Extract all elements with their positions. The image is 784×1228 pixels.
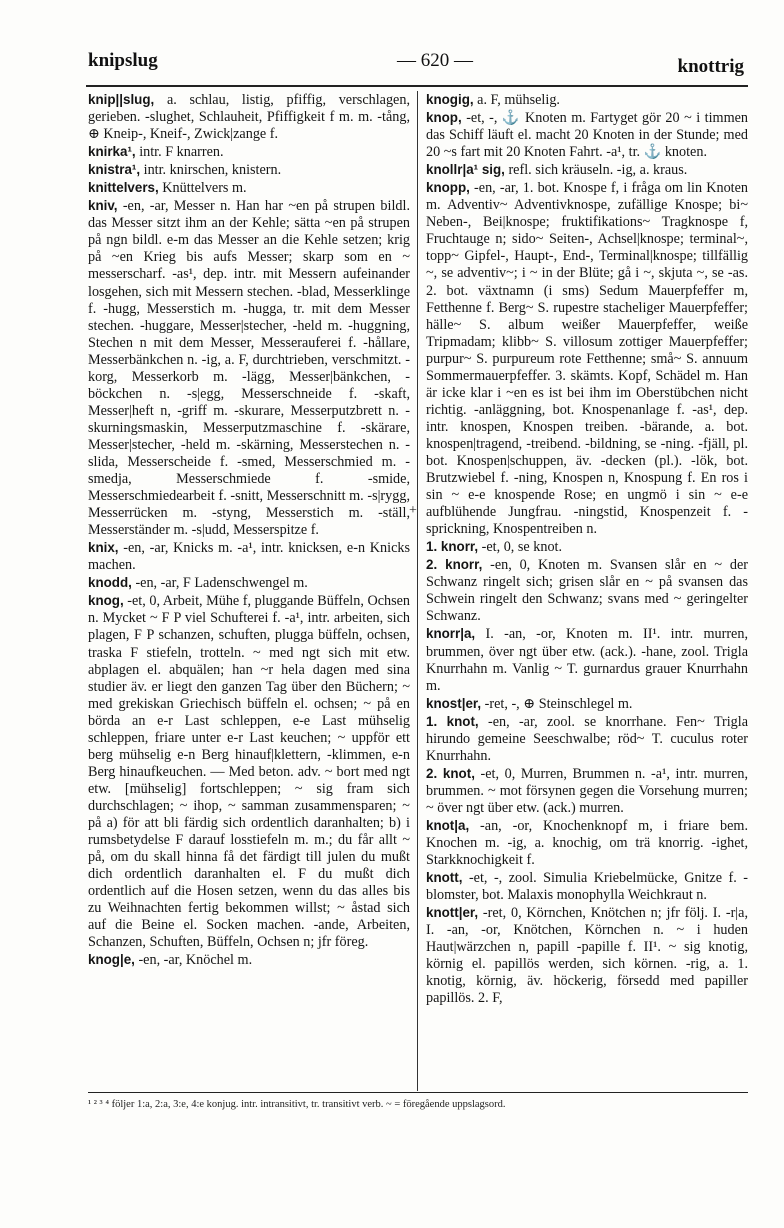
entry-headword: knott, — [426, 870, 463, 886]
entry-definition: -et, -, ⚓ Knoten m. Fartyget gör 20 ~ i timmen das Schiff läuft el. macht 20 Knoten in der Stunde; med 20 ~s fart mit 20 Knoten Fahrt. -a¹, tr. ⚓ knoten. — [426, 110, 748, 161]
right-column — [426, 91, 748, 1007]
entry-definition: -an, -or, Knochenknopf m, i friare bem. Knochen m. -ig, a. knochig, om trä knorrig. -ighet, Starkknochigkeit f. — [426, 817, 748, 869]
dictionary-entry — [88, 574, 410, 592]
entry-definition: intr. knirschen, knistern. — [140, 162, 282, 179]
dictionary-entry — [88, 951, 410, 969]
entry-headword: knop, — [426, 110, 462, 126]
dictionary-entry — [426, 713, 748, 765]
entry-headword: knistra¹, — [88, 162, 141, 178]
column-divider — [417, 91, 418, 1091]
dictionary-entry — [88, 592, 410, 951]
entry-definition: -en, -ar, zool. se knorrhane. Fen~ Trigla hirundo gemeine Seeschwalbe; röd~ T. cuculus roter Knurrhahn. — [426, 713, 749, 764]
left-column — [88, 91, 410, 969]
entry-definition: refl. sich kräuseln. -ig, a. kraus. — [504, 162, 688, 179]
dictionary-entry — [88, 143, 410, 161]
entry-definition: -et, 0, se knot. — [478, 539, 563, 556]
entry-headword: 2. knorr, — [426, 557, 483, 573]
dictionary-entry — [426, 817, 748, 869]
entry-headword: knopp, — [426, 180, 470, 196]
page-header — [88, 50, 744, 82]
entry-headword: knix, — [88, 540, 119, 556]
entry-headword: knodd, — [88, 575, 132, 591]
page-number: — 620 — — [397, 50, 473, 71]
dictionary-entry — [426, 625, 748, 694]
dictionary-entry — [88, 197, 410, 539]
entry-definition: -ret, -, ⊕ Steinschlegel m. — [481, 695, 633, 712]
entry-definition: -en, -ar, Knicks m. -a¹, intr. knicksen, e-n Knicks machen. — [88, 540, 410, 574]
dictionary-entry — [88, 179, 410, 197]
entry-definition: -en, -ar, F Ladenschwengel m. — [131, 575, 308, 592]
dictionary-entry — [426, 109, 748, 161]
entry-headword: 1. knot, — [426, 713, 479, 729]
entry-definition: Knüttelvers m. — [158, 180, 247, 197]
dictionary-entry — [426, 161, 748, 179]
entry-definition: -ret, 0, Körnchen, Knötchen n; jfr följ. I. -r|a, I. -an, -or, Knötchen, Körnchen n. ~ i huden Haut|wärzchen n, papill -papille f. II¹. ~ sig knotig, körnig el. papillös werden, sich körnen. -rig, a. 1. knotig, körnig, äv. höckerig, försedd med papiller papillös. 2. F, — [426, 905, 748, 1007]
entry-headword: knog|e, — [88, 952, 135, 968]
entry-headword: knog, — [88, 593, 124, 609]
entry-headword: knirka¹, — [88, 144, 136, 160]
entry-headword: knott|er, — [426, 905, 479, 921]
margin-mark: + — [409, 503, 417, 518]
entry-headword: knot|a, — [426, 817, 470, 833]
entry-definition: -en, -ar, Knöchel m. — [134, 952, 253, 969]
dictionary-entry — [88, 91, 410, 143]
dictionary-entry — [426, 695, 748, 713]
dictionary-entry — [88, 161, 410, 179]
entry-headword: knittelvers, — [88, 180, 159, 196]
entry-definition: I. -an, -or, Knoten m. II¹. intr. murren, brummen, över ngt über etw. (ack.). -hane, zool. Trigla Knurrhahn m. Vanlig ~ T. gurnardus grauer Knurrhahn m. — [426, 626, 748, 694]
header-right-guide-word: knottrig — [677, 56, 744, 77]
entry-headword: 2. knot, — [426, 765, 475, 781]
dictionary-entry — [426, 904, 748, 1007]
entry-definition: -et, 0, Arbeit, Mühe f, pluggande Büffeln, Ochsen n. Mycket ~ F P viel Schufterei f. -a¹, intr. arbeiten, sich plagen, F P schanzen, schuften, plugga büffeln, ochsen, traska F stiefeln, trotteln. ~ med ngt sich mit etw. abplagen el. abquälen; han ~r hela dagen med sina studier äv. er liegt den ganzen Tag über den Büchern; ~ med grekiskan Griechisch büffeln el. ochsen; ~ på en börda an e-r Last schleppen, e-e Last mühselig schleppen, friare unter e-r Last keuchen; ~ uppför ett berg mühselig e-n Berg hinauf|klettern, -klimmen, e-n Berg hinaufkeuchen. — Med beton. adv. ~ bort med ngt etw. [mühselig] fortschleppen; ~ sig fram sich durchschlagen; ~ ihop, ~ samman zusammensparen; ~ på a) för att bli färdig sich ordentlich daranhalten; b) i rumsbetydelse F darauf losstiefeln m. m.; du får allt ~ på, om du skall hinna få det färdigt till julen du mußt dich ordentlich daranhalten el. F du mußt dich ordentlich auf die Hosen setzen, wenn du das alles bis zu Weihnachten fertig bekommen willst; ~ åstad sich auf die Beine el. Socken machen. -ande, Arbeiten, Schanzen, Schuften, Büffeln, Ochsen n; jfr föreg. — [88, 593, 410, 951]
entry-definition: intr. F knarren. — [135, 144, 224, 161]
entry-definition: a. F, mühselig. — [473, 92, 560, 108]
entry-headword: knost|er, — [426, 695, 482, 711]
dictionary-entry — [426, 179, 748, 538]
dictionary-entry — [426, 869, 748, 904]
entry-headword: kniv, — [88, 198, 118, 214]
entry-headword: 1. knorr, — [426, 539, 479, 555]
page-footer: ¹ ² ³ ⁴ följer 1:a, 2:a, 3:e, 4:e konjug. intr. intransitivt, tr. transitivt verb. ~ = föregående uppslagsord. — [88, 1092, 748, 1110]
entry-headword: knogig, — [426, 92, 474, 107]
header-left-guide-word: knipslug — [88, 50, 158, 71]
dictionary-entry — [426, 538, 748, 556]
entry-definition: a. schlau, listig, pfiffig, verschlagen, gerieben. -slughet, Schlauheit, Pfiffigkeit f m. m. -tång, ⊕ Kneip-, Kneif-, Zwick|zange f. — [88, 92, 410, 143]
entry-definition: -et, 0, Murren, Brummen n. -a¹, intr. murren, brummen. ~ mot försynen gegen die Vorsehung murren; ~ över ngt über etw. (ack.) murren. — [426, 765, 749, 816]
dictionary-entry — [426, 765, 748, 817]
header-rule — [86, 85, 748, 87]
entry-headword: knorr|a, — [426, 626, 476, 642]
dictionary-entry — [426, 91, 748, 109]
dictionary-entry — [88, 539, 410, 574]
entry-definition: -en, -ar, 1. bot. Knospe f, i fråga om lin Knoten m. Adventiv~ Adventivknospe, zufällige Knospe; bi~ Neben-, Bei|knospe; fruktifikations~ Tragknospe f, Fruchtauge n; sido~ Seiten-, Achsel|knospe; terminal~, topp~ Gipfel-, Haupt-, End-, Terminal|knospe; tillfällig ~, se adventiv~; i ~ in der Blüte; gå i ~, skjuta ~, se -as. 2. bot. växtnamn (i sms) Sedum Mauerpfeffer m, Fetthenne f. Berg~ S. rupestre stacheliger Mauerpfeffer; hälle~ S. album weißer Mauerpfeffer, weiße Tripmadam; klibb~ S. villosum zottiger Mauerpfeffer; purpur~ S. purpureum rote Fetthenne; små~ S. annuum Sommermauerpfeffer. 3. skämts. Kopf, Schädel m. Han är icke klar i ~en es ist bei ihm im Oberstübchen nicht richtig. -anläggning, bot. Knospenanlage f. -as¹, dep. intr. knospen, Knospen treiben. -bärande, a. bot. knospen|tragend, -treibend. -bildning, se -ning. -fjäll, pl. bot. Knospen|schuppen, äv. -decken (pl.). -lök, bot. Brutzwiebel f. -ning, Knospen n, Knospung f. En ros i sin ~ e-e knospende Rose; en ungmö i sin ~ e-e aufblühende Jungfrau. -ningstid, Knospenzeit f. -sprickning, Knospentreiben n. — [426, 180, 748, 538]
entry-definition: -et, -, zool. Simulia Kriebelmücke, Gnitze f. -blomster, bot. Malaxis monophylla Weichkraut n. — [426, 870, 748, 904]
entry-headword: knollr|a¹ sig, — [426, 162, 505, 178]
entry-definition: -en, -ar, Messer n. Han har ~en på strupen bildl. das Messer sitzt ihm an der Kehle; sätta ~en på strupen på ngn bildl. e-m das Messer an die Kehle setzen; krig på ~en Krieg bis aufs Messer; skarp som en ~ messerscharf. -as¹, dep. intr. mit Messern aufeinander losgehen, sich mit Messern stechen. -blad, Messerklinge f. -hugg, Messerstich m. -hugga, tr. mit dem Messer stechen. -huggare, Messer|stecher, -held m. -huggning, Stechen n mit dem Messer, Messerauferei f. -hållare, Messerbänkchen n. -ig, a. F, durchtrieben, verschmitzt. -korg, Messerkorb m. -lägg, Messer|bänkchen, -böckchen n. -s|egg, Messerschneide f. -skaft, Messer|heft n, -griff m. -skurare, Messerputzbrett n. -skurningsmaskin, Messerputzmaschine f. -skärare, Messer|stecher, -held m. -skärning, Messerstechen n. -slida, Messerscheide f. -smed, Messerschmied m. -smedja, Messerschmiede f. -smide, Messerschmiedearbeit f. -snitt, Messerschnitt m. -s|rygg, Messerrücken m. -styng, Messerstich m. -ställ, Messerständer m. -s|udd, Messerspitze f. — [88, 198, 410, 539]
dictionary-entry — [426, 556, 748, 625]
entry-headword: knip||slug, — [88, 92, 155, 107]
entry-definition: -en, 0, Knoten m. Svansen slår en ~ der Schwanz ringelt sich; grisen slår en ~ på svansen das Schwein ringelt den Schwanz; svans med ~ geringelter Schwanz. — [426, 557, 748, 625]
